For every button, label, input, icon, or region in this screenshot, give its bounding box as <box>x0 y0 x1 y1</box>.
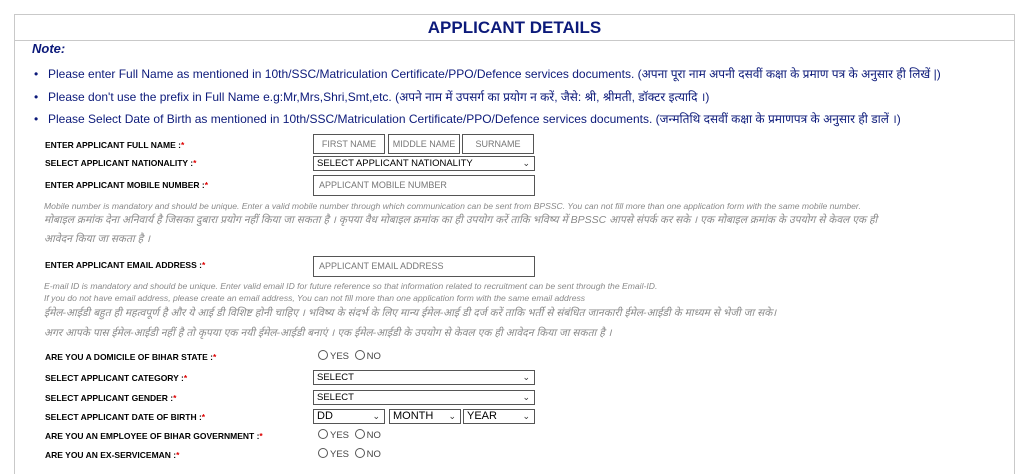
gender-label: SELECT APPLICANT GENDER :* <box>45 393 177 403</box>
email-label: ENTER APPLICANT EMAIL ADDRESS :* <box>45 260 206 270</box>
email-input[interactable]: APPLICANT EMAIL ADDRESS <box>313 256 535 277</box>
dob-label: SELECT APPLICANT DATE OF BIRTH :* <box>45 412 206 422</box>
mobile-help-hi: आवेदन किया जा सकता है । <box>44 233 151 245</box>
domicile-no-radio[interactable] <box>355 350 365 360</box>
bullet-dot-icon: • <box>34 67 39 81</box>
middle-name-input[interactable]: MIDDLE NAME <box>388 134 460 154</box>
note-bullet: • Please don't use the prefix in Full Name e.g:Mr,Mrs,Shri,Smt,etc. (अपने नाम में उपसर्ग का प्रयोग न करें, जैसे: श्री, श्रीमती, डॉक्टर इत्यादि ।) <box>34 90 710 104</box>
bullet-dot-icon: • <box>34 90 39 104</box>
surname-input[interactable]: SURNAME <box>462 134 534 154</box>
full-name-label: ENTER APPLICANT FULL NAME :* <box>45 140 185 150</box>
chevron-down-icon: ⌄ <box>448 411 456 421</box>
dob-month-select[interactable]: MONTH ⌄ <box>389 409 461 424</box>
note-title: Note: <box>32 41 66 56</box>
applicant-details-panel <box>14 14 1015 474</box>
nationality-select[interactable]: SELECT APPLICANT NATIONALITY ⌄ <box>313 156 535 171</box>
first-name-input[interactable]: FIRST NAME <box>313 134 385 154</box>
employee-radio-group: YES NO <box>318 429 381 441</box>
ex-serviceman-no-radio[interactable] <box>355 448 365 458</box>
note-bullet: • Please enter Full Name as mentioned in 10th/SSC/Matriculation Certificate/PPO/Defence services documents. (अपना पूरा नाम अपनी दसवीं कक्षा के प्रमाण पत्र के अनुसार ही लिखें |) <box>34 67 941 81</box>
chevron-down-icon: ⌄ <box>372 411 380 421</box>
domicile-label: ARE YOU A DOMICILE OF BIHAR STATE :* <box>45 352 217 362</box>
email-help-en: If you do not have email address, please create an email address, You can not fill more than one application form with the same email address <box>44 293 586 303</box>
ex-serviceman-radio-group: YES NO <box>318 448 381 460</box>
dob-year-select[interactable]: YEAR ⌄ <box>463 409 535 424</box>
mobile-input[interactable]: APPLICANT MOBILE NUMBER <box>313 175 535 196</box>
email-help-hi: अगर आपके पास ईमेल-आईडी नहीं है तो कृपया एक नयी ईमेल-आईडी बनाएं । एक ईमेल-आईडी के उपयोग से केवल एक ही आवेदन किया जा सकता है । <box>44 327 612 339</box>
category-select[interactable]: SELECT ⌄ <box>313 370 535 385</box>
chevron-down-icon: ⌄ <box>522 411 530 421</box>
domicile-yes-radio[interactable] <box>318 350 328 360</box>
mobile-help-en: Mobile number is mandatory and should be unique. Enter a valid mobile number through which communication can be sent from BPSSC. You can not fill more than one application form with the same mobile number. <box>44 201 861 211</box>
chevron-down-icon: ⌄ <box>522 372 530 382</box>
domicile-radio-group: YES NO <box>318 350 381 362</box>
note-bullet: • Please Select Date of Birth as mentioned in 10th/SSC/Matriculation Certificate/PPO/Defence services documents. (जन्मतिथि दसवीं कक्षा के प्रमाणपत्र के अनुसार ही डालें ।) <box>34 112 901 126</box>
bullet-dot-icon: • <box>34 112 39 126</box>
gender-select[interactable]: SELECT ⌄ <box>313 390 535 405</box>
chevron-down-icon: ⌄ <box>522 392 530 402</box>
chevron-down-icon: ⌄ <box>522 158 530 168</box>
nationality-label: SELECT APPLICANT NATIONALITY :* <box>45 158 197 168</box>
email-help-hi: ईमेल-आईडी बहुत ही महत्वपूर्ण है और ये आई डी विशिष्ट होनी चाहिए । भविष्य के संदर्भ के लिए मान्य ईमेल-आई डी दर्ज करें ताकि भर्ती से संबंधित जानकारी ईमेल-आईडी के माध्यम से भेजी जा सके। <box>44 307 777 319</box>
dob-day-select[interactable]: DD ⌄ <box>313 409 385 424</box>
category-label: SELECT APPLICANT CATEGORY :* <box>45 373 188 383</box>
email-help-en: E-mail ID is mandatory and should be unique. Enter valid email ID for future reference so that information related to recruitment can be sent through the Email-ID. <box>44 281 658 291</box>
mobile-help-hi: मोबाइल क्रमांक देना अनिवार्य है जिसका दुबारा प्रयोग नहीं किया जा सकता है । कृपया वैध मोबाइल क्रमांक का ही उपयोग करें ताकि भविष्य में BPSSC आपसे संपर्क कर सके । एक मोबाइल क्रमांक के उपयोग से केवल एक ही <box>44 214 878 226</box>
employee-label: ARE YOU AN EMPLOYEE OF BIHAR GOVERNMENT :* <box>45 431 263 441</box>
ex-serviceman-label: ARE YOU AN EX-SERVICEMAN :* <box>45 450 180 460</box>
mobile-label: ENTER APPLICANT MOBILE NUMBER :* <box>45 180 209 190</box>
ex-serviceman-yes-radio[interactable] <box>318 448 328 458</box>
employee-yes-radio[interactable] <box>318 429 328 439</box>
panel-title: APPLICANT DETAILS <box>15 15 1014 41</box>
employee-no-radio[interactable] <box>355 429 365 439</box>
